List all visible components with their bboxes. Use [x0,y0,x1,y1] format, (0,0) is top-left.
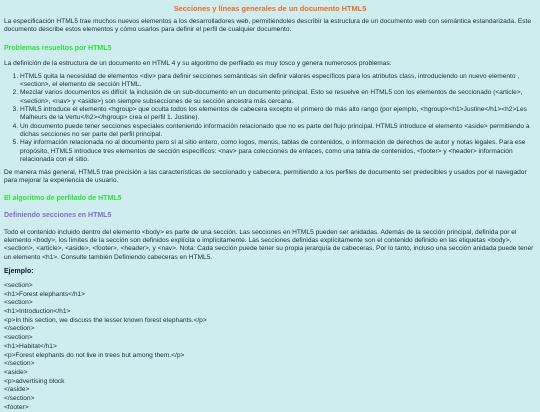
list-item: 4. Un documento puede tener secciones especiales conteniendo información relacionado que no es parte del flujo principal. HTML5 introduce el elemento <aside> permitiendo a dichas secciones no ser parte del perfil principal. [20,123,536,140]
list-item: 3. HTML5 introduce el elemento <hgroup> que oculta todos los elementos de cabecera excepto el primero de más alto rango (por ejemplo, <hgroup><h1>Justine</h1><h2>Les Malheurs de la Vertu</h2></hgroup> crea el perfil 1. Justine). [20,106,536,123]
spacer [4,220,536,229]
spacer [4,203,536,211]
problems-list [4,73,536,164]
sections-paragraph: Todo el contenido incluido dentro del elemento <body> es parte de una sección. Las secciones en HTML5 pueden ser anidadas. Además de la sección principal, definida por el elemento <body>, los límites de la sección son definidos explícita o implícitamente. Las secciones definidas explícitamente son el contenido definido en las etiquetas <body>, <section>, <article>, <aside>, <footer>, <header>, y <nav>. Nota: Cada sección puede tener su propia jerarquía de cabeceras. Por lo tanto, incluso una sección anidada puede tener un elemento <h1>. Consulte también Definiendo cabeceras en HTML5. [4,228,534,261]
page-title: Secciones y líneas generales de un documento HTML5 [173,4,367,13]
list-item: 1. HTML5 quita la necesidad de elementos <div> para definir secciones semánticas sin definir valores específicos para los atributos class, introduciendo un nuevo elemento , <section>, el elemento de sección HTML. [20,73,536,90]
problems-summary: De manera más general, HTML5 trae precisión a las características de seccionado y cabecera, permitiendo a los perfiles de documento ser predecibles y usados por el navegador para mejorar la experiencia de usuario. [4,169,527,185]
spacer [4,186,536,194]
intro-paragraph: La especificación HTML5 trae muchos nuevos elementos a los desarrolladores web, permitiéndoles describir la estructura de un documento web con semántica estandarizada. Este documento describe estos elementos y cómo usarlos para definir el perfil de cualquier documento. [4,18,532,34]
problems-lead: La definición de la estructura de un documento en HTML 4 y su algoritmo de perfilado es muy tosco y genera numerosos problemas: [4,59,392,67]
spacer [4,53,536,60]
algorithm-heading: El algoritmo de perfilado de HTML5 [4,194,122,202]
example-label: Ejemplo: [4,267,34,275]
list-item: 2. Mezclar varios documentos es difícil: la inclusión de un sub-documento en un documento principal. Esto se resuelve en HTML5 con los elementos de seccionado (<article>, <section>, <nav> y <aside>) son siempre subsecciones de su sección ancestra más cercana. [20,89,536,106]
spacer [4,35,536,44]
problems-heading: Problemas resueltos por HTML5 [4,44,112,52]
code-example: <section> <h1>Forest elephants</h1> <section> <h1>Introduction</h1> <p>In this section, we discuss the lesser known forest elephants.</p> </section> <section> <h1>Habitat</h1> <p>Forest elephants do not live in trees but among them.</p> </section> <aside> <p>advertising block </aside> </section> <footer> [4,281,207,411]
sections-subheading: Definiendo secciones en HTML5 [4,211,112,219]
list-item: 5. Hay información relacionada no al documento pero sí al sitio entero, como logos, menús, tablas de contenidos, o información de derechos de autor y notas legales. Para ese propósito, HTML5 introduce tres elementos de sección específicos: <nav> para colecciones de enlaces, como una tabla de contenidos, <footer> y <header> información relacionada con el sitio. [20,139,536,164]
